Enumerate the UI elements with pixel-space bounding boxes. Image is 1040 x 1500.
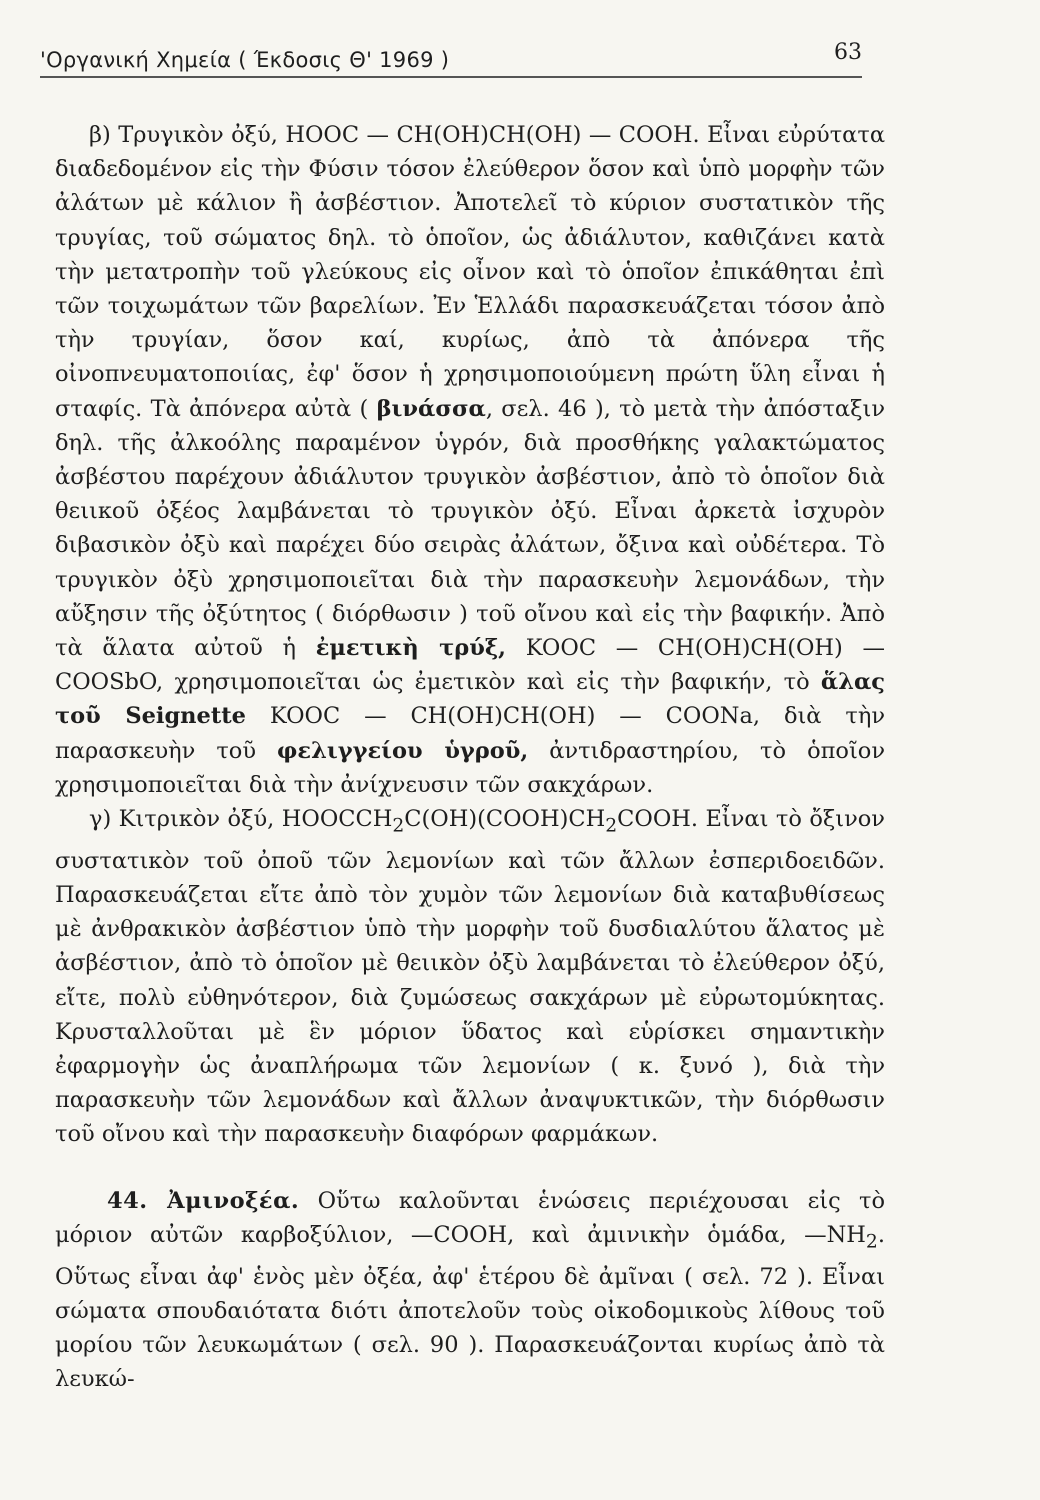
- paragraph-tartaric-acid: [55, 118, 885, 802]
- paragraph-citric-acid: [55, 802, 885, 1152]
- header-title: 'Οργανική Χημεία ( Έκδοσις Θ' 1969 ): [40, 48, 450, 72]
- page-number: 63: [834, 40, 862, 65]
- formula-subscript: 2: [392, 815, 405, 837]
- term-emetic-tartar: ἐμετικὴ τρύξ,: [315, 635, 507, 662]
- formula-part: COOH: [617, 806, 691, 833]
- formula-subscript: 2: [865, 1231, 878, 1253]
- term-fehling-solution: φελιγγείου ὑγροῦ,: [277, 737, 529, 764]
- paragraph-text: Οὕτω καλοῦνται ἑνώσεις περιέχουσαι εἰς τὸ μόριον αὐτῶν καρβοξύλιον, —COOH, καὶ ἀμινικὴν ὁμάδα, —NH: [55, 1187, 886, 1248]
- formula-tartaric-acid: HOOC — CH(OH)CH(OH) — COOH: [285, 122, 693, 148]
- paragraph-label-beta: β) Τρυγικὸν ὀξύ,: [89, 122, 286, 148]
- term-seignette: Seignette: [100, 703, 246, 730]
- paragraph-text: . Εἶναι εὐρύτατα διαδεδομένον εἰς τὴν Φύσιν τόσον ἐλεύθερον ὅσον καὶ ὑπὸ μορφὴν τῶν ἀλάτων μὲ κάλιον ἢ ἀσβέστιον. Ἀποτελεῖ τὸ κύριον συστατικὸν τῆς τρυγίας, τοῦ σώματος δηλ. τὸ ὁποῖον, ὡς ἀδιάλυτον, καθιζάνει κατὰ τὴν μετατροπὴν τοῦ γλεύκους εἰς οἶνον καὶ τὸ ὁποῖον ἐπικάθηται ἐπὶ τῶν τοιχωμάτων τῶν βαρελίων. Ἐν Ἑλλάδι παρασκευάζεται τόσον ἀπὸ τὴν τρυγίαν, ὅσον καί, κυρίως, ἀπὸ τὰ ἀπόνερα τῆς οἰνοπνευματοποιίας, ἐφ' ὅσον ἡ χρησιμοποιούμενη πρώτη ὕλη εἶναι ἡ σταφίς. Τὰ ἀπόνερα αὐτὰ (: [55, 122, 886, 422]
- term-vinassa: βινάσσα: [376, 395, 486, 422]
- term-salt-of: ἅλας τοῦ: [55, 669, 885, 730]
- formula-subscript: 2: [605, 815, 618, 837]
- formula-seignette-salt: KOOC — CH(OH)CH(OH) — COONa,: [245, 703, 761, 730]
- section-heading: 44. Ἀμινοξέα.: [107, 1187, 300, 1214]
- running-header: [40, 40, 862, 78]
- paragraph-text: . Εἶναι τὸ ὄξινον συστατικὸν τοῦ ὀποῦ τῶν λεμονίων καὶ τῶν ἄλλων ἐσπεριδοειδῶν. Παρασκευάζεται εἴτε ἀπὸ τὸν χυμὸν τῶν λεμονίων διὰ καταβυθίσεως μὲ ἀνθρακικὸν ἀσβέστιον ὑπὸ τὴν μορφὴν τοῦ δυσδιαλύτου ἅλατος μὲ ἀσβέστιον, ἀπὸ τὸ ὁποῖον μὲ θειικὸν ὀξὺ λαμβάνεται τὸ ἐλεύθερον ὀξύ, εἴτε, πολὺ εὐθηνότερον, διὰ ζυμώσεως σακχάρων μὲ εὐρωτομύκητας. Κρυσταλλοῦται μὲ ἓν μόριον ὕδατος καὶ εὑρίσκει σημαντικὴν ἐφαρμογὴν ὡς ἀναπλήρωμα τῶν λεμονίων ( κ. ξυνό ), διὰ τὴν παρασκευὴν τῶν λεμονάδων καὶ ἄλλων ἀναψυκτικῶν, τὴν διόρθωσιν τοῦ οἴνου καὶ τὴν παρασκευὴν διαφόρων φαρμάκων.: [55, 806, 885, 1148]
- paragraph-text: , σελ. 46 ), τὸ μετὰ τὴν ἀπόσταξιν δηλ. τῆς ἀλκοόλης παραμένον ὑγρόν, διὰ προσθήκης γαλακτώματος ἀσβέστου παρέχουν ἀδιάλυτον τρυγικὸν ἀσβέστιον, ἀπὸ τὸ ὁποῖον διὰ θειικοῦ ὀξέος λαμβάνεται τὸ τρυγικὸν ὀξύ. Εἶναι ἀρκετὰ ἰσχυρὸν διβασικὸν ὀξὺ καὶ παρέχει δύο σειρὰς ἀλάτων, ὄξινα καὶ οὐδέτερα. Τὸ τρυγικὸν ὀξὺ χρησιμοποιεῖται διὰ τὴν παρασκευὴν λεμονάδων, τὴν αὔξησιν τῆς ὀξύτητος ( διόρθωσιν ) τοῦ οἴνου καὶ εἰς τὴν βαφικήν. Ἀπὸ τὰ ἅλατα αὐτοῦ ἡ: [55, 395, 885, 662]
- paragraph-text: διὰ τὴν παρασκευὴν τοῦ: [55, 703, 886, 764]
- formula-emetic-tartar: KOOC — CH(OH)CH(OH) — COOSbO,: [55, 635, 886, 696]
- page-body: [55, 118, 885, 1396]
- paragraph-text: . Οὕτως εἶναι ἀφ' ἑνὸς μὲν ὀξέα, ἀφ' ἑτέρου δὲ ἀμῖναι ( σελ. 72 ). Εἶναι σώματα σπουδαιότατα διότι ἀποτελοῦν τοὺς οἰκοδομικοὺς λίθους τοῦ μορίου τῶν λευκωμάτων ( σελ. 90 ). Παρασκευάζονται κυρίως ἀπὸ τὰ λευκώ-: [55, 1221, 885, 1393]
- paragraph-text: χρησιμοποιεῖται ὡς ἐμετικὸν καὶ εἰς τὴν βαφικήν, τὸ: [163, 669, 821, 696]
- paragraph-text: ἀντιδραστηρίου, τὸ ὁποῖον χρησιμοποιεῖται διὰ τὴν ἀνίχνευσιν τῶν σακχάρων.: [55, 737, 885, 798]
- formula-part: HOOCCH: [281, 806, 393, 833]
- section-44-amino-acids: [55, 1184, 885, 1397]
- formula-citric-acid: [281, 806, 691, 837]
- formula-part: C(OH)(COOH)CH: [404, 806, 606, 833]
- paragraph-label-gamma: γ) Κιτρικὸν ὀξύ,: [89, 806, 282, 833]
